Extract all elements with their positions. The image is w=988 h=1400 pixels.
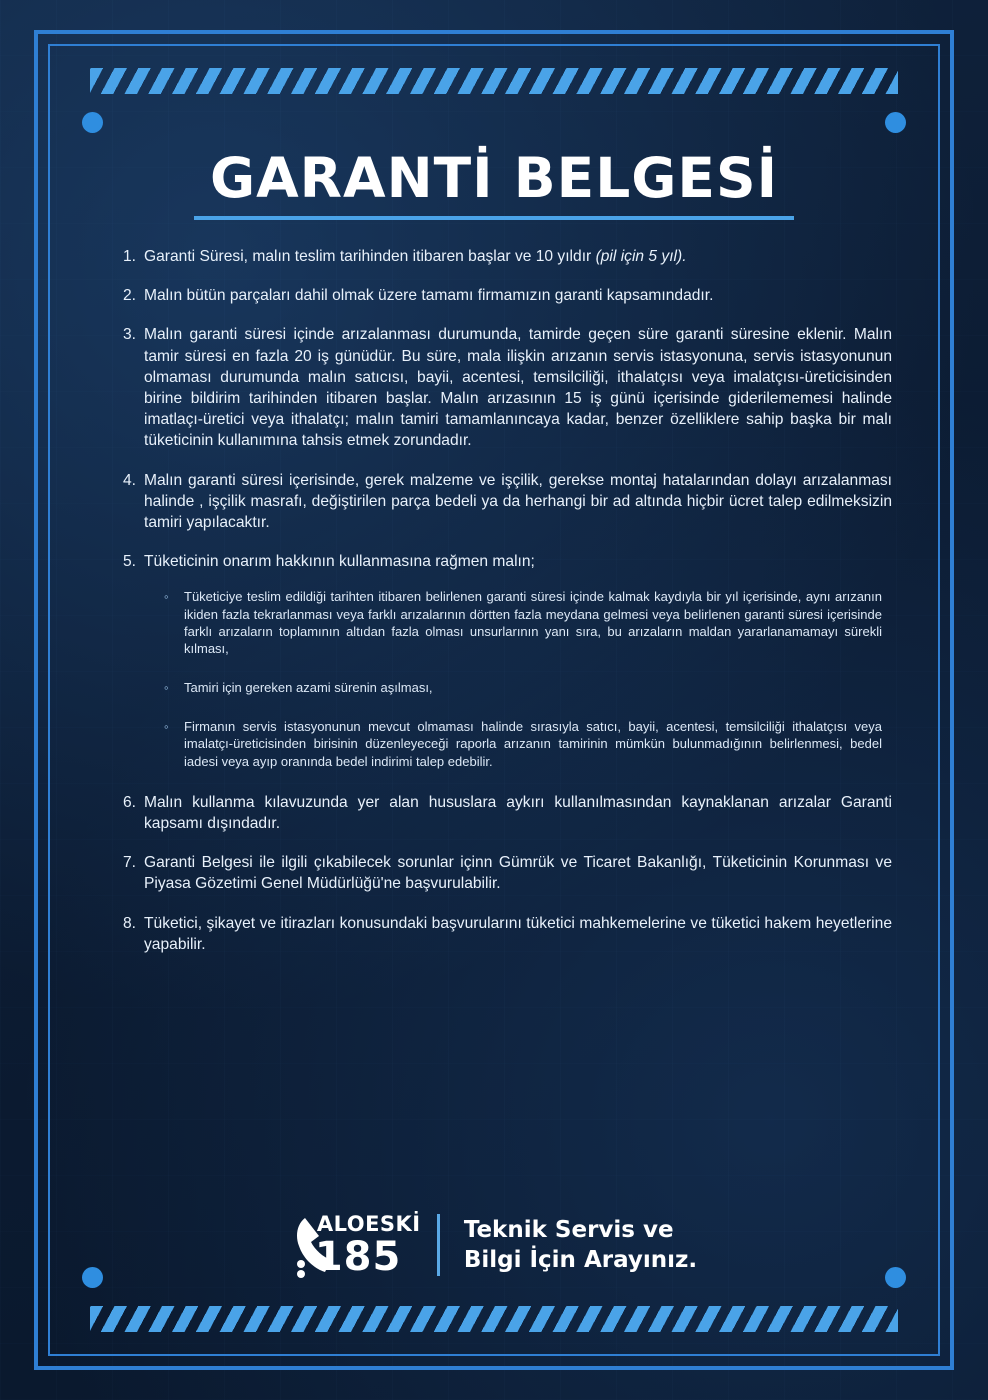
- subclause-item-3: ◦ Firmanın servis istasyonunun mevcut olmaması halinde sırasıyla satıcı, bayii, acentesi, temsilciliği ithalatçısı veya imalatçı-üreticisinden birisinin düzenleyeceği raporla arızanın tamirinin mümkün bulunmadığının belirlenmesi, bedel iadesi veya ayıp oranında bedel indirimi talep edebilir.: [162, 718, 882, 769]
- footer-divider: [437, 1214, 440, 1276]
- clause-item-7: [104, 852, 892, 894]
- clause-item-3: [104, 324, 892, 451]
- subclause-list: [144, 588, 892, 769]
- footer-line-2: Bilgi İçin Arayınız.: [463, 1247, 698, 1273]
- clause-text-7: Garanti Belgesi ile ilgili çıkabilecek sorunlar içinn Gümrük ve Ticaret Bakanlığı, Tüketicinin Korunması ve Piyasa Gözetimi Genel Müdürlüğü'ne başvurulabilir.: [144, 854, 892, 893]
- clause-text-1: Garanti Süresi, malın teslim tarihinden itibaren başlar ve 10 yıldır: [144, 248, 596, 265]
- hazard-stripe-top: [90, 68, 898, 94]
- subclause-item-2: ◦ Tamiri için gereken azami sürenin aşılması,: [162, 679, 882, 696]
- document-content: [78, 120, 910, 1290]
- logo-name: ALOESKİ: [316, 1212, 421, 1236]
- clause-item-5: [104, 551, 892, 769]
- logo-mark: [291, 1208, 421, 1282]
- clause-text-6: Malın kullanma kılavuzunda yer alan hususlara aykırı kullanılmasından kaynaklanan arızalar Garanti kapsamı dışındadır.: [144, 793, 892, 832]
- logo-number: 185: [314, 1234, 402, 1280]
- clause-text-4: Malın garanti süresi içerisinde, gerek malzeme ve işçilik, gerekse montaj hatalarından dolayı arızalanması halinde , işçilik masrafı, değiştirilen parça bedeli ya da herhangi bir ad altında hiçbir ücret talep edilmeksizin tamiri yapılacaktır.: [144, 471, 892, 532]
- clause-text-3: Malın garanti süresi içinde arızalanması durumunda, tamirde geçen süre garanti süresine eklenir. Malın tamir süresi en fazla 20 iş günüdür. Bu süre, mala ilişkin arızanın servis istasyonuna, servis istasyonunun olmaması durumunda malın satıcısı, bayii, acentesi, temsilciliği, ithalatçısı veya imalatçısı-üreticisinden birine bildirim tarihinden itibaren başlar. Malın arızasının 15 iş günü içerisinde giderilememesi halinde imatlaçı-üretici veya ithalatçı; malın tamiri tamamlanıncaya kadar, benzer özelliklere sahip başka bir malı tüketicinin kullanımına tahsis etmek zorundadır.: [144, 326, 892, 450]
- hazard-stripe-bottom: [90, 1306, 898, 1332]
- footer: [78, 1208, 910, 1282]
- footer-line-1: Teknik Servis ve: [463, 1216, 674, 1243]
- clause-item-8: [104, 913, 892, 955]
- clause-item-1: [104, 246, 892, 267]
- clause-text-5: Tüketicinin onarım hakkının kullanmasına rağmen malın;: [144, 553, 535, 571]
- page-title: GARANTİ BELGESİ: [209, 146, 779, 210]
- clause-item-4: [104, 470, 892, 534]
- clause-text-8: Tüketici, şikayet ve itirazları konusundaki başvurularını tüketici mahkemelerine ve tüketici hakem heyetlerine yapabilir.: [144, 914, 892, 953]
- footer-text: [464, 1215, 697, 1276]
- aloeski-logo: [291, 1208, 421, 1282]
- clause-italic-1: (pil için 5 yıl).: [595, 248, 687, 265]
- clause-item-2: [104, 285, 892, 306]
- subclause-item-1: ◦ Tüketiciye teslim edildiği tarihten itibaren belirlenen garanti süresi içinde kalmak kaydıyla bir yıl içerisinde, aynı arızanın ikiden fazla tekrarlanması veya farklı arızalarının dörtten fazla meydana gelmesi veya belirlenen garanti süresi içerisinde farklı arızaların toplamının altıdan fazla olması unsurlarının yanı sıra, bu arızaların maldan yararlanamamayı sürekli kılması,: [162, 588, 882, 657]
- clause-item-6: [104, 792, 892, 834]
- title-underline: [194, 216, 794, 220]
- clause-text-2: Malın bütün parçaları dahil olmak üzere tamamı firmamızın garanti kapsamındadır.: [144, 287, 714, 305]
- clause-list: [78, 246, 910, 955]
